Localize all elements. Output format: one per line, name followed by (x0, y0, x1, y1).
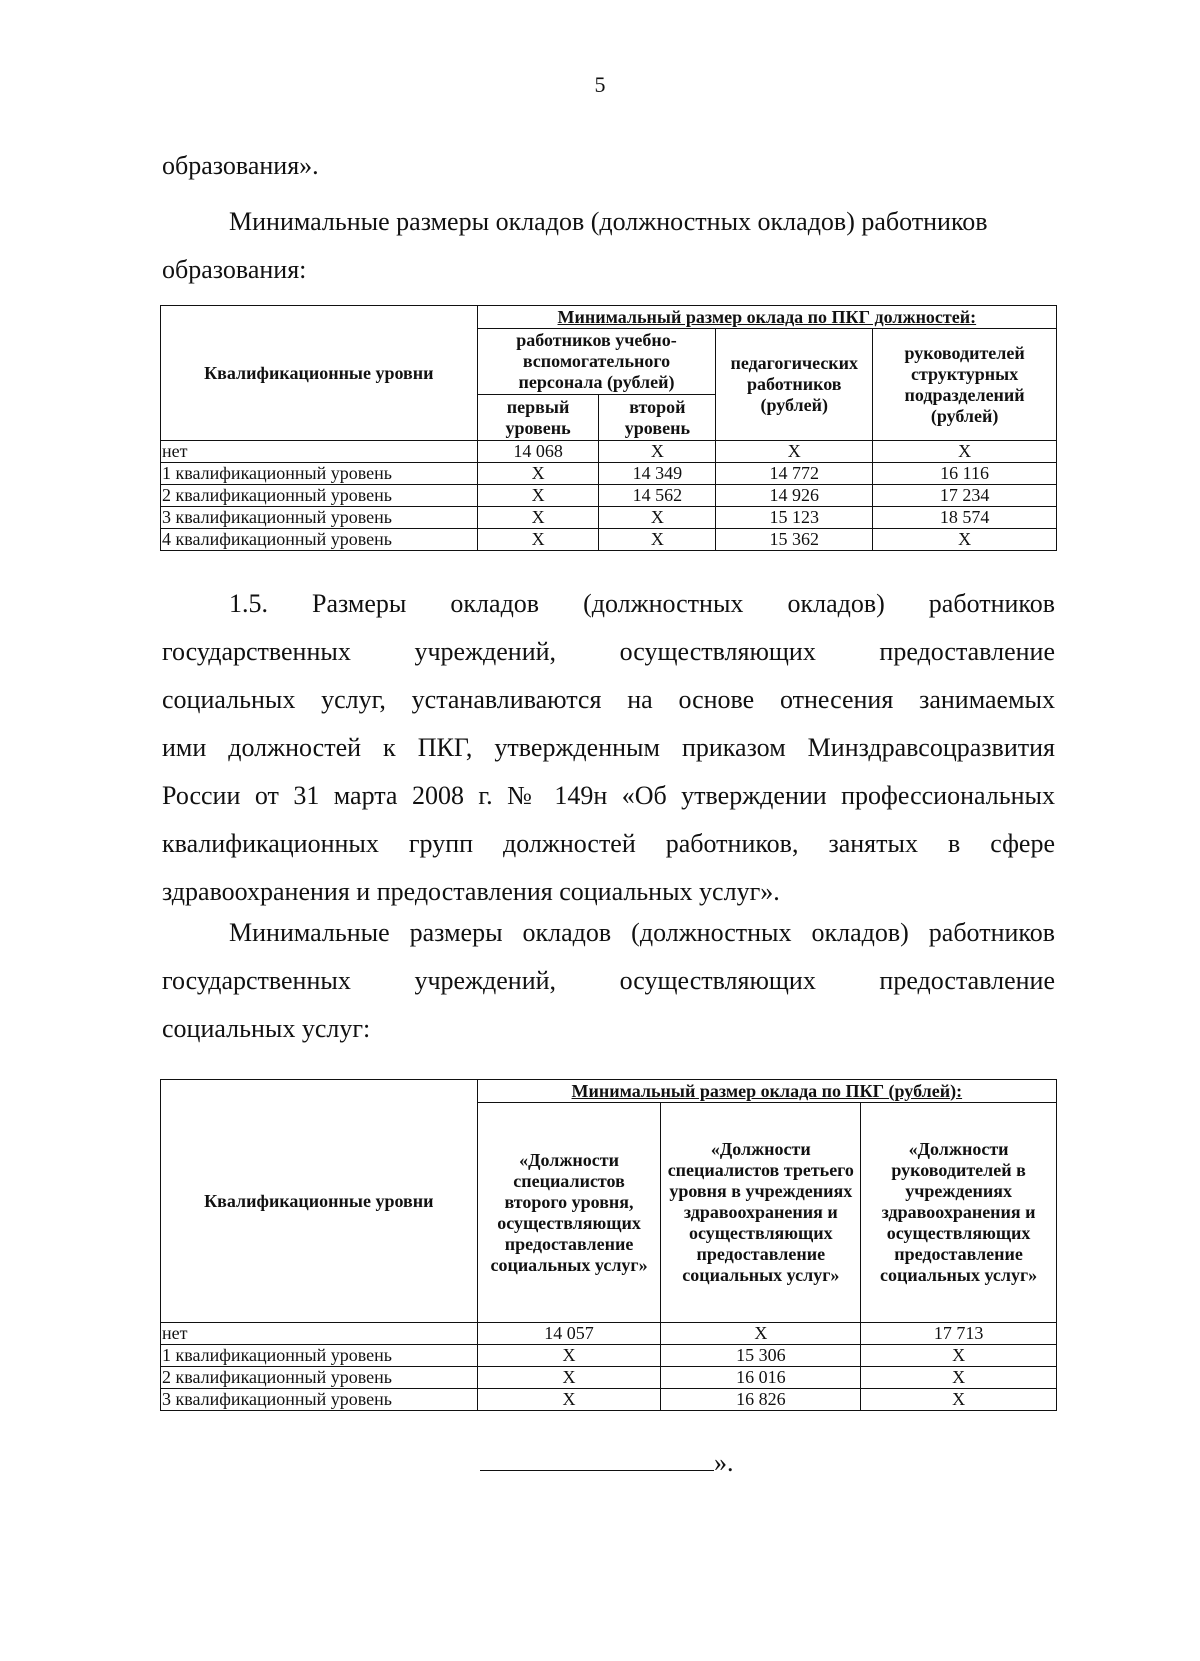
value-cell: 14 057 (477, 1323, 661, 1345)
table-row (161, 1345, 1057, 1367)
value-cell: Х (661, 1323, 861, 1345)
table1-heading-line1: Минимальные размеры окладов (должностных окладов) работников (229, 207, 988, 236)
intro-block (162, 142, 1055, 294)
table-row (161, 1389, 1057, 1411)
value-cell: 16 116 (873, 463, 1057, 485)
value-cell: 17 234 (873, 485, 1057, 507)
table-row (161, 529, 1057, 551)
value-cell: 17 713 (861, 1323, 1057, 1345)
value-cell: Х (716, 441, 873, 463)
table1-group-header: Минимальный размер оклада по ПКГ должностей: (477, 306, 1056, 329)
value-cell: Х (873, 441, 1057, 463)
table1-col-pedagogical: педагогических работников (рублей) (716, 329, 873, 441)
table2-group-header: Минимальный размер оклада по ПКГ (рублей): (477, 1080, 1056, 1103)
value-cell: Х (599, 441, 716, 463)
table2-col-heads: «Должности руководителей в учреждениях здравоохранения и осуществляющих предоставление социальных услуг» (861, 1103, 1057, 1323)
value-cell: 14 349 (599, 463, 716, 485)
value-cell: 15 306 (661, 1345, 861, 1367)
table2 (160, 1079, 1057, 1411)
table1-level-header: Квалификационные уровни (161, 306, 478, 441)
table1-col-support: работников учебно-вспомогательного персонала (рублей) (477, 329, 716, 395)
value-cell: Х (861, 1367, 1057, 1389)
value-cell: 15 362 (716, 529, 873, 551)
section-1-5 (162, 580, 1055, 916)
value-cell: 15 123 (716, 507, 873, 529)
value-cell: Х (861, 1345, 1057, 1367)
value-cell: Х (477, 507, 599, 529)
table-row (161, 463, 1057, 485)
table-row (161, 441, 1057, 463)
value-cell: Х (477, 463, 599, 485)
value-cell: 16 016 (661, 1367, 861, 1389)
section-1-5-line: социальных услуг, устанавливаются на основе отнесения занимаемых (162, 685, 1055, 714)
table2-col-specialists-third-level: «Должности специалистов третьего уровня в учреждениях здравоохранения и осуществляющих предоставление социальных услуг» (661, 1103, 861, 1323)
level-cell: 2 квалификационный уровень (161, 485, 478, 507)
value-cell: Х (599, 529, 716, 551)
value-cell: 18 574 (873, 507, 1057, 529)
level-cell: 3 квалификационный уровень (161, 1389, 478, 1411)
value-cell: Х (477, 1367, 661, 1389)
value-cell: Х (477, 1389, 661, 1411)
closing-quote: ». (714, 1448, 734, 1477)
level-cell: 4 квалификационный уровень (161, 529, 478, 551)
table2-heading-line: государственных учреждений, осуществляющих предоставление (162, 966, 1055, 995)
table2-heading-line: Минимальные размеры окладов (должностных окладов) работников (229, 918, 1055, 947)
section-1-5-line: квалификационных групп должностей работников, занятых в сфере (162, 829, 1055, 858)
page-number: 5 (594, 72, 606, 97)
level-cell: нет (161, 441, 478, 463)
section-1-5-line: здравоохранения и предоставления социальных услуг». (162, 877, 780, 906)
value-cell: Х (861, 1389, 1057, 1411)
value-cell: Х (599, 507, 716, 529)
section-1-5-line: России от 31 марта 2008 г. № 149н «Об утверждении профессиональных (162, 781, 1055, 810)
table-row (161, 1323, 1057, 1345)
table2-col-specialists-second-level: «Должности специалистов второго уровня, осуществляющих предоставление социальных услуг» (477, 1103, 661, 1323)
closing-mark (480, 1448, 734, 1478)
value-cell: 14 772 (716, 463, 873, 485)
table1-col-heads: руководителей структурных подразделений (рублей) (873, 329, 1057, 441)
level-cell: 2 квалификационный уровень (161, 1367, 478, 1389)
section-1-5-line: 1.5. Размеры окладов (должностных окладов) работников (229, 589, 1055, 618)
value-cell: 16 826 (661, 1389, 861, 1411)
table-row (161, 1367, 1057, 1389)
level-cell: 3 квалификационный уровень (161, 507, 478, 529)
table1 (160, 305, 1057, 551)
table-row (161, 485, 1057, 507)
value-cell: Х (477, 1345, 661, 1367)
value-cell: 14 068 (477, 441, 599, 463)
table-row (161, 507, 1057, 529)
level-cell: 1 квалификационный уровень (161, 1345, 478, 1367)
value-cell: Х (873, 529, 1057, 551)
level-cell: нет (161, 1323, 478, 1345)
intro-first-line: образования». (162, 151, 319, 180)
level-cell: 1 квалификационный уровень (161, 463, 478, 485)
value-cell: 14 562 (599, 485, 716, 507)
section-1-5-line: ими должностей к ПКГ, утвержденным приказом Минздравсоцразвития (162, 733, 1055, 762)
section-1-5-line: государственных учреждений, осуществляющих предоставление (162, 637, 1055, 666)
table2-heading (162, 909, 1055, 1053)
value-cell: 14 926 (716, 485, 873, 507)
table1-col-support-first: первый уровень (477, 395, 599, 441)
table1-heading-line2: образования: (162, 255, 307, 284)
value-cell: Х (477, 529, 599, 551)
table1-col-support-second: второй уровень (599, 395, 716, 441)
table2-level-header: Квалификационные уровни (161, 1080, 478, 1323)
table2-heading-line: социальных услуг: (162, 1014, 371, 1043)
signature-line (480, 1470, 714, 1471)
value-cell: Х (477, 485, 599, 507)
